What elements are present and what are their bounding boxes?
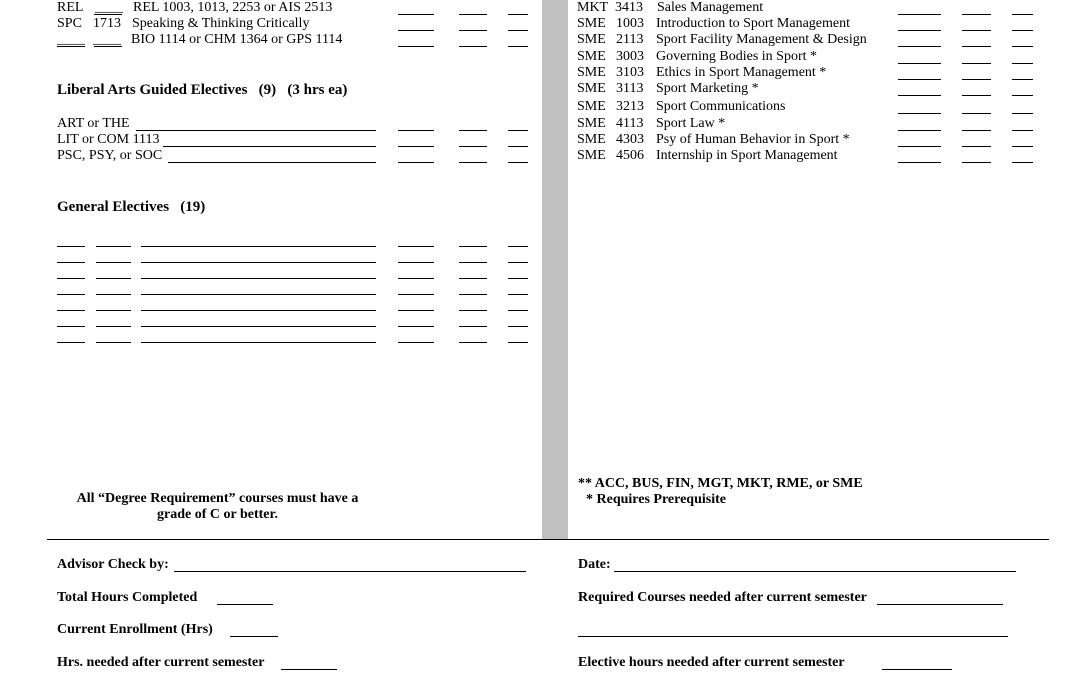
number-blank[interactable] [94, 14, 122, 15]
elective-title-blank[interactable] [141, 310, 376, 311]
grade-blank[interactable] [398, 146, 434, 147]
grade-blank[interactable] [398, 46, 434, 47]
elective-title-blank[interactable] [141, 342, 376, 343]
elective-title-blank[interactable] [141, 326, 376, 327]
hours-blank[interactable] [962, 95, 991, 96]
core-row-spc: SPC 1713 Speaking & Thinking Critically [57, 16, 310, 31]
grade-requirement-note: All “Degree Requirement” courses must have a grade of C or better. [76, 491, 359, 522]
semester-blank[interactable] [508, 262, 528, 263]
legend-line-1: ** ACC, BUS, FIN, MGT, MKT, RME, or SME [578, 476, 863, 491]
current-enrollment-field[interactable] [230, 636, 278, 637]
required-courses-label: Required Courses needed after current semester [578, 590, 867, 605]
grade-blank[interactable] [898, 79, 941, 80]
course-row: SME 3113 Sport Marketing * [577, 81, 759, 96]
elective-prefix-blank[interactable] [57, 278, 85, 279]
elective-number-blank[interactable] [96, 310, 131, 311]
course-row: MKT 3413 Sales Management [577, 0, 764, 15]
semester-blank[interactable] [508, 246, 528, 247]
grade-blank[interactable] [398, 262, 434, 263]
semester-blank[interactable] [508, 310, 528, 311]
total-hours-label: Total Hours Completed [57, 590, 198, 605]
hours-blank[interactable] [962, 79, 991, 80]
elective-number-blank[interactable] [96, 326, 131, 327]
grade-blank[interactable] [398, 246, 434, 247]
grade-blank[interactable] [398, 278, 434, 279]
section-rule [47, 539, 1049, 540]
elective-hours-field[interactable] [882, 669, 952, 670]
elective-title-blank[interactable] [141, 262, 376, 263]
hours-blank[interactable] [459, 14, 487, 15]
elective-prefix-blank[interactable] [57, 262, 85, 263]
grade-blank[interactable] [398, 30, 434, 31]
elective-prefix-blank[interactable] [57, 326, 85, 327]
grade-blank[interactable] [898, 130, 941, 131]
hours-blank[interactable] [459, 46, 487, 47]
liberal-arts-row-lit: LIT or COM 1113 [57, 132, 160, 147]
semester-blank[interactable] [1012, 30, 1033, 31]
semester-blank[interactable] [508, 162, 528, 163]
semester-blank[interactable] [508, 342, 528, 343]
elective-prefix-blank[interactable] [57, 294, 85, 295]
course-row: SME 4113 Sport Law * [577, 116, 726, 131]
hours-blank[interactable] [459, 246, 487, 247]
grade-blank[interactable] [898, 63, 941, 64]
grade-blank[interactable] [898, 14, 941, 15]
elective-number-blank[interactable] [96, 278, 131, 279]
grade-blank[interactable] [898, 162, 941, 163]
semester-blank[interactable] [508, 14, 528, 15]
course-row: SME 4303 Psy of Human Behavior in Sport * [577, 132, 850, 147]
semester-blank[interactable] [1012, 95, 1033, 96]
liberal-arts-row-psc: PSC, PSY, or SOC [57, 148, 163, 163]
total-hours-field[interactable] [217, 604, 273, 605]
semester-blank[interactable] [508, 326, 528, 327]
elective-title-blank[interactable] [141, 294, 376, 295]
advisor-check-field[interactable] [174, 571, 526, 572]
course-row: SME 4506 Internship in Sport Management [577, 148, 838, 163]
grade-blank[interactable] [898, 146, 941, 147]
hours-blank[interactable] [459, 294, 487, 295]
semester-blank[interactable] [508, 294, 528, 295]
elective-prefix-blank[interactable] [57, 342, 85, 343]
hours-blank[interactable] [459, 342, 487, 343]
hours-blank[interactable] [962, 14, 991, 15]
course-row: SME 2113 Sport Facility Management & Design [577, 32, 867, 47]
semester-blank[interactable] [1012, 14, 1033, 15]
hrs-needed-field[interactable] [281, 669, 337, 670]
grade-blank[interactable] [898, 46, 941, 47]
grade-blank[interactable] [398, 342, 434, 343]
hours-blank[interactable] [459, 262, 487, 263]
hours-blank[interactable] [459, 326, 487, 327]
grade-blank[interactable] [398, 130, 434, 131]
semester-blank[interactable] [1012, 130, 1033, 131]
semester-blank[interactable] [508, 146, 528, 147]
elective-prefix-blank[interactable] [57, 246, 85, 247]
semester-blank[interactable] [1012, 162, 1033, 163]
prefix-blank[interactable] [57, 46, 85, 47]
grade-blank[interactable] [398, 294, 434, 295]
elective-number-blank[interactable] [96, 262, 131, 263]
hours-blank[interactable] [962, 130, 991, 131]
elective-number-blank[interactable] [96, 294, 131, 295]
required-courses-field[interactable] [877, 604, 1003, 605]
elective-hours-label: Elective hours needed after current semester [578, 655, 845, 670]
grade-blank[interactable] [898, 95, 941, 96]
liberal-arts-blank-art[interactable] [136, 130, 376, 131]
grade-blank[interactable] [898, 113, 941, 114]
hours-blank[interactable] [962, 162, 991, 163]
liberal-arts-row-art: ART or THE [57, 116, 130, 131]
column-divider [542, 0, 568, 540]
grade-blank[interactable] [898, 30, 941, 31]
core-row-rel: REL ____ REL 1003, 1013, 2253 or AIS 2513 [57, 0, 333, 15]
core-row-science: ____ ____ BIO 1114 or CHM 1364 or GPS 1114 [57, 32, 343, 47]
elective-number-blank[interactable] [96, 246, 131, 247]
current-enrollment-label: Current Enrollment (Hrs) [57, 622, 213, 637]
course-row: SME 3003 Governing Bodies in Sport * [577, 49, 817, 64]
semester-blank[interactable] [1012, 46, 1033, 47]
hours-blank[interactable] [962, 30, 991, 31]
liberal-arts-heading: Liberal Arts Guided Electives (9) (3 hrs ea) [57, 82, 348, 98]
grade-blank[interactable] [398, 162, 434, 163]
hours-blank[interactable] [459, 278, 487, 279]
hours-blank[interactable] [459, 162, 487, 163]
course-row: SME 3103 Ethics in Sport Management * [577, 65, 827, 80]
hours-blank[interactable] [459, 310, 487, 311]
hrs-needed-label: Hrs. needed after current semester [57, 655, 265, 670]
elective-prefix-blank[interactable] [57, 310, 85, 311]
general-electives-heading: General Electives (19) [57, 199, 206, 215]
liberal-arts-blank-lit[interactable] [163, 146, 376, 147]
grade-blank[interactable] [398, 326, 434, 327]
hours-blank[interactable] [962, 63, 991, 64]
course-row: SME 1003 Introduction to Sport Management [577, 16, 851, 31]
semester-blank[interactable] [508, 46, 528, 47]
semester-blank[interactable] [1012, 113, 1033, 114]
date-label: Date: [578, 557, 611, 572]
hours-blank[interactable] [459, 130, 487, 131]
grade-blank[interactable] [398, 310, 434, 311]
hours-blank[interactable] [962, 46, 991, 47]
semester-blank[interactable] [1012, 63, 1033, 64]
semester-blank[interactable] [508, 130, 528, 131]
legend-line-2: * Requires Prerequisite [586, 492, 726, 507]
hours-blank[interactable] [962, 146, 991, 147]
advisor-check-label: Advisor Check by: [57, 557, 169, 572]
semester-blank[interactable] [508, 278, 528, 279]
hours-blank[interactable] [459, 146, 487, 147]
grade-blank[interactable] [398, 14, 434, 15]
liberal-arts-blank-psc[interactable] [168, 162, 376, 163]
hours-blank[interactable] [962, 113, 991, 114]
elective-number-blank[interactable] [96, 342, 131, 343]
date-field[interactable] [614, 571, 1016, 572]
number-blank[interactable] [94, 46, 122, 47]
course-row: SME 3213 Sport Communications [577, 99, 786, 114]
required-courses-extra-line[interactable] [578, 636, 1008, 637]
elective-title-blank[interactable] [141, 246, 376, 247]
semester-blank[interactable] [1012, 79, 1033, 80]
semester-blank[interactable] [508, 30, 528, 31]
semester-blank[interactable] [1012, 146, 1033, 147]
hours-blank[interactable] [459, 30, 487, 31]
elective-title-blank[interactable] [141, 278, 376, 279]
